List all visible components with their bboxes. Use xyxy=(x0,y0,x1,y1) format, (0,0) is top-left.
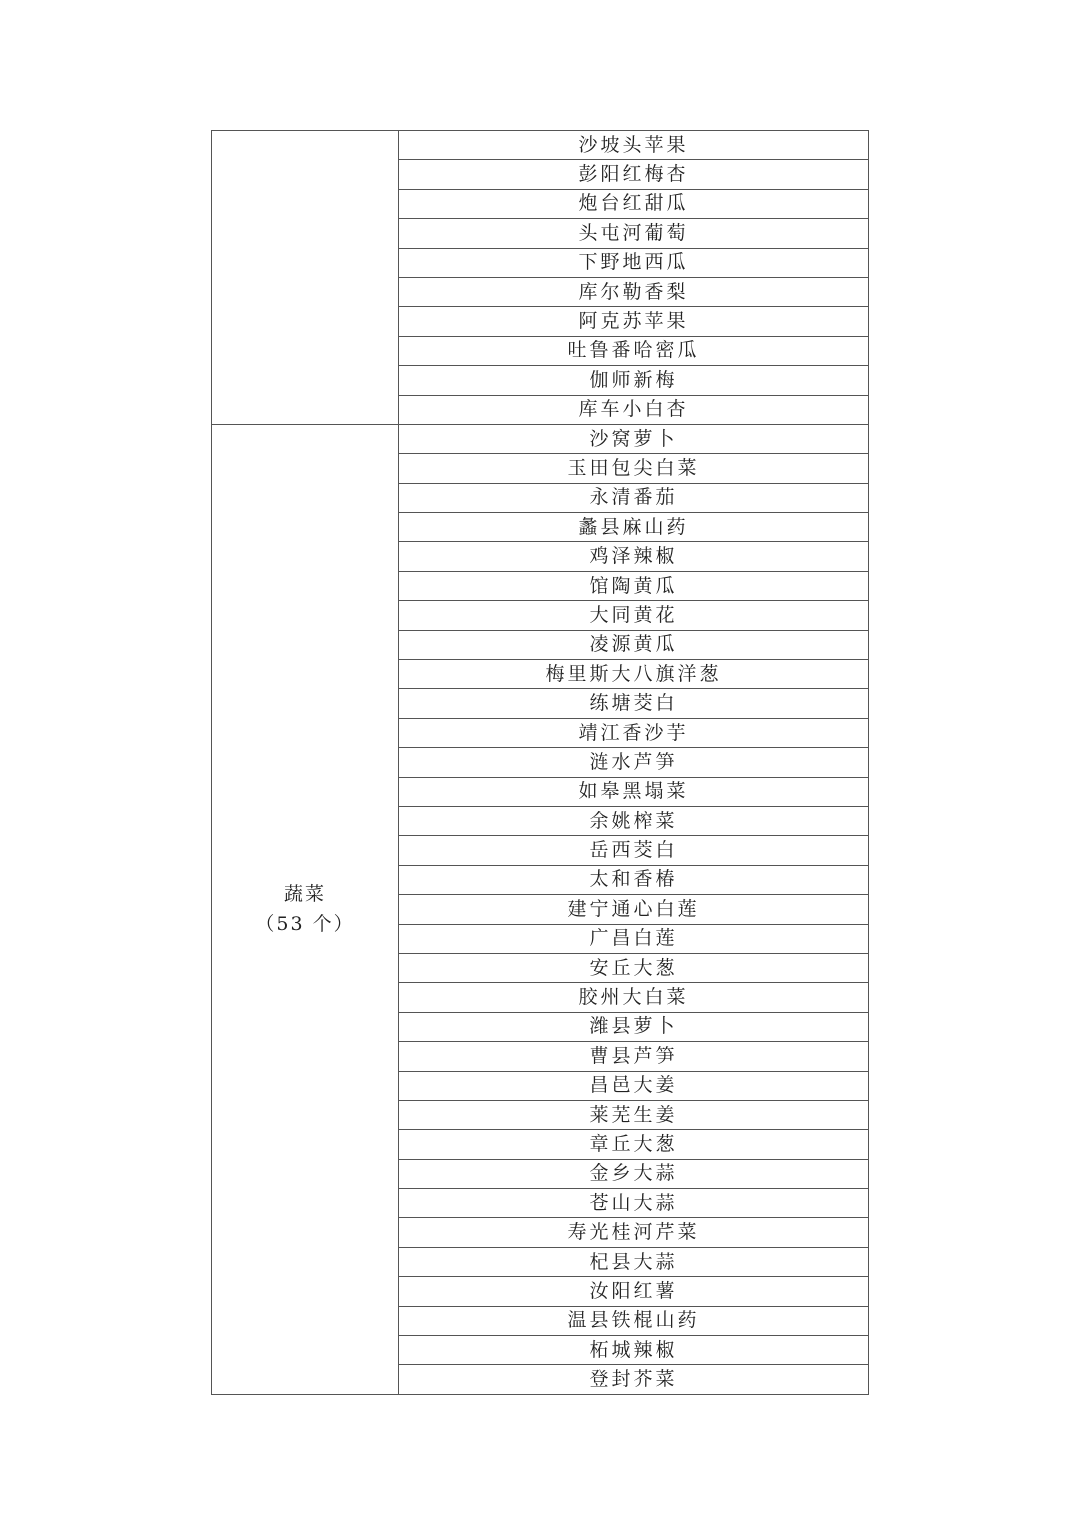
product-name-cell: 寿光桂河芹菜 xyxy=(399,1218,869,1247)
product-name-cell: 大同黄花 xyxy=(399,601,869,630)
product-name-cell: 胶州大白菜 xyxy=(399,983,869,1012)
product-name-cell: 广昌白莲 xyxy=(399,924,869,953)
table-body xyxy=(212,131,869,1395)
category-cell xyxy=(212,131,399,425)
category-count: （53 个） xyxy=(255,913,355,936)
product-name-cell: 沙坡头苹果 xyxy=(399,131,869,160)
product-name-cell: 汝阳红薯 xyxy=(399,1277,869,1306)
table-row xyxy=(212,131,869,160)
product-name-cell: 曹县芦笋 xyxy=(399,1042,869,1071)
product-name-cell: 蠡县麻山药 xyxy=(399,513,869,542)
product-name-cell: 柘城辣椒 xyxy=(399,1336,869,1365)
product-name-cell: 库车小白杏 xyxy=(399,395,869,424)
product-name-cell: 杞县大蒜 xyxy=(399,1247,869,1276)
product-name-cell: 吐鲁番哈密瓜 xyxy=(399,336,869,365)
product-name-cell: 建宁通心白莲 xyxy=(399,895,869,924)
product-name-cell: 金乡大蒜 xyxy=(399,1159,869,1188)
product-name-cell: 头屯河葡萄 xyxy=(399,219,869,248)
product-name-cell: 沙窝萝卜 xyxy=(399,424,869,453)
category-name: 蔬菜 xyxy=(283,883,326,906)
product-table xyxy=(211,130,869,1395)
product-name-cell: 苍山大蒜 xyxy=(399,1189,869,1218)
product-name-cell: 凌源黄瓜 xyxy=(399,630,869,659)
product-name-cell: 练塘茭白 xyxy=(399,689,869,718)
product-name-cell: 岳西茭白 xyxy=(399,836,869,865)
product-name-cell: 永清番茄 xyxy=(399,483,869,512)
product-name-cell: 库尔勒香梨 xyxy=(399,277,869,306)
product-name-cell: 温县铁棍山药 xyxy=(399,1306,869,1335)
product-name-cell: 昌邑大姜 xyxy=(399,1071,869,1100)
product-name-cell: 馆陶黄瓜 xyxy=(399,571,869,600)
product-name-cell: 章丘大葱 xyxy=(399,1130,869,1159)
product-name-cell: 余姚榨菜 xyxy=(399,806,869,835)
product-name-cell: 靖江香沙芋 xyxy=(399,718,869,747)
product-name-cell: 炮台红甜瓜 xyxy=(399,189,869,218)
table-row xyxy=(212,424,869,453)
product-name-cell: 下野地西瓜 xyxy=(399,248,869,277)
product-name-cell: 潍县萝卜 xyxy=(399,1012,869,1041)
product-name-cell: 登封芥菜 xyxy=(399,1365,869,1394)
product-name-cell: 伽师新梅 xyxy=(399,366,869,395)
product-name-cell: 彭阳红梅杏 xyxy=(399,160,869,189)
product-name-cell: 阿克苏苹果 xyxy=(399,307,869,336)
category-cell xyxy=(212,424,399,1394)
product-name-cell: 玉田包尖白菜 xyxy=(399,454,869,483)
product-name-cell: 安丘大葱 xyxy=(399,953,869,982)
product-name-cell: 涟水芦笋 xyxy=(399,748,869,777)
product-name-cell: 太和香椿 xyxy=(399,865,869,894)
product-name-cell: 莱芜生姜 xyxy=(399,1100,869,1129)
product-name-cell: 如皋黑塌菜 xyxy=(399,777,869,806)
product-name-cell: 梅里斯大八旗洋葱 xyxy=(399,660,869,689)
product-name-cell: 鸡泽辣椒 xyxy=(399,542,869,571)
